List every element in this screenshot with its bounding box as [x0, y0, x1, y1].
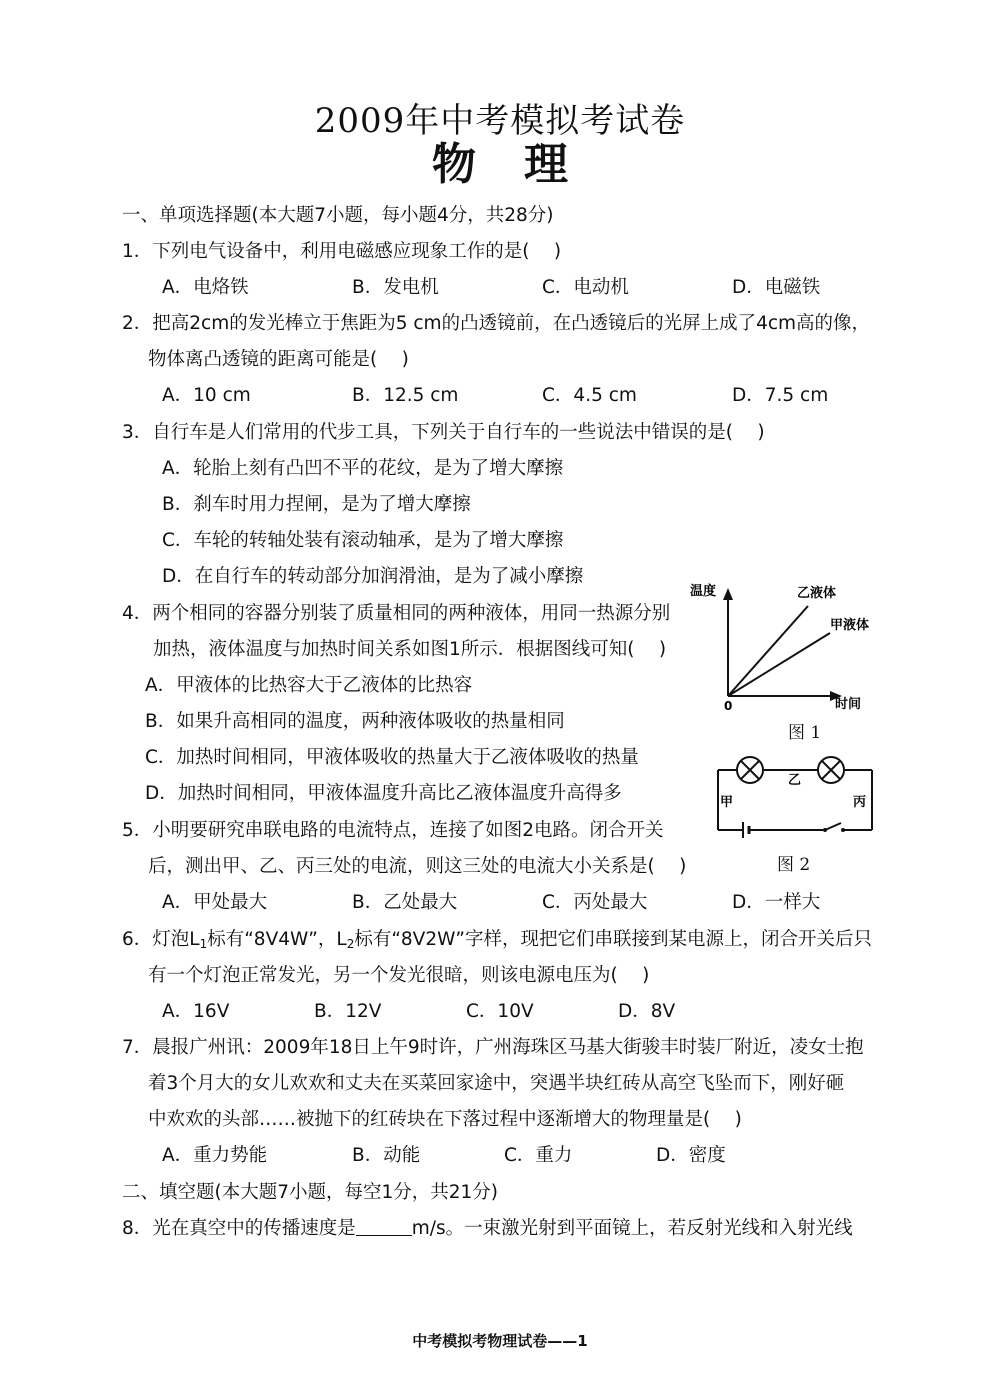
q5-stem-line1: 5．小明要研究串联电路的电流特点，连接了如图2电路。闭合开关 [122, 820, 664, 841]
line-yi [728, 606, 808, 696]
q6-part3: 标有“8V2W”字样，现把它们串联接到某电源上，闭合开关后只 [354, 929, 872, 950]
q4-stem-line2: 加热，液体温度与加热时间关系如图1所示．根据图线可知( ) [153, 639, 667, 660]
q7-stem-line2: 着3个月大的女儿欢欢和丈夫在买菜回家途中，突遇半块红砖从高空飞坠而下，刚好砸 [148, 1073, 845, 1094]
fig1-xlabel: 时间 [835, 697, 862, 712]
q2-option-d: D．7.5 cm [732, 385, 829, 406]
q3-option-a: A．轮胎上刻有凸凹不平的花纹，是为了增大摩擦 [162, 458, 564, 479]
q1-option-d: D．电磁铁 [732, 277, 821, 298]
y-axis-arrow [723, 588, 733, 600]
q8-stem-line1 [122, 1216, 853, 1242]
q6-part1: 6．灯泡L [122, 929, 200, 950]
q3-option-d: D．在自行车的转动部分加润滑油，是为了减小摩擦 [162, 566, 584, 587]
q6-option-a: A．16V [162, 1001, 230, 1022]
q4-option-d: D．加热时间相同，甲液体温度升高比乙液体温度升高得多 [145, 783, 622, 804]
q6-part2: 标有“8V4W”，L [207, 929, 347, 950]
q8-part2: m/s。一束激光射到平面镜上，若反射光线和入射光线 [411, 1218, 853, 1239]
q6-stem-line2: 有一个灯泡正常发光，另一个发光很暗，则该电源电压为( ) [148, 965, 650, 986]
q6-sub2: 2 [346, 937, 355, 951]
fig2-label-jia: 甲 [720, 795, 734, 810]
figure-1-graph [690, 578, 890, 728]
section-2-heading: 二、填空题(本大题7小题，每空1分，共21分) [122, 1182, 499, 1203]
q1-stem: 1．下列电气设备中，利用电磁感应现象工作的是( ) [122, 241, 562, 262]
q7-stem-line1: 7．晨报广州讯：2009年18日上午9时许，广州海珠区马基大街骏丰时装厂附近，凌女士抱 [122, 1037, 864, 1058]
subject-title: 物理 [432, 139, 616, 190]
fig1-ylabel: 温度 [690, 584, 717, 599]
q1-option-b: B．发电机 [352, 277, 439, 298]
q5-option-c: C．丙处最大 [542, 892, 648, 913]
q4-option-b: B．如果升高相同的温度，两种液体吸收的热量相同 [145, 711, 565, 732]
section-1-heading: 一、单项选择题(本大题7小题，每小题4分，共28分) [122, 205, 554, 226]
q7-option-b: B．动能 [352, 1145, 421, 1166]
q6-option-d: D．8V [618, 1001, 676, 1022]
q5-option-b: B．乙处最大 [352, 892, 458, 913]
q6-option-c: C．10V [466, 1001, 534, 1022]
fig2-label-yi: 乙 [788, 773, 802, 788]
q6-option-b: B．12V [314, 1001, 382, 1022]
q5-option-d: D．一样大 [732, 892, 821, 913]
q5-stem-line2: 后，测出甲、乙、丙三处的电流，则这三处的电流大小关系是( ) [148, 856, 687, 877]
line-jia [728, 633, 830, 696]
q8-part1: 8．光在真空中的传播速度是 [122, 1218, 356, 1239]
q2-option-b: B．12.5 cm [352, 385, 459, 406]
fig1-origin: 0 [724, 699, 733, 713]
q4-option-a: A．甲液体的比热容大于乙液体的比热容 [145, 675, 473, 696]
q4-option-c: C．加热时间相同，甲液体吸收的热量大于乙液体吸收的热量 [145, 747, 639, 768]
q2-option-a: A．10 cm [162, 385, 251, 406]
q2-option-c: C．4.5 cm [542, 385, 637, 406]
q3-option-b: B．刹车时用力捏闸，是为了增大摩擦 [162, 494, 471, 515]
q7-option-a: A．重力势能 [162, 1145, 268, 1166]
page-footer: 中考模拟考物理试卷——1 [412, 1332, 588, 1350]
q1-option-a: A．电烙铁 [162, 277, 249, 298]
q1-option-c: C．电动机 [542, 277, 629, 298]
q2-stem-line1: 2．把高2cm的发光棒立于焦距为5 cm的凸透镜前，在凸透镜后的光屏上成了4cm高的像， [122, 313, 871, 334]
q7-option-c: C．重力 [504, 1145, 573, 1166]
q6-sub1: 1 [199, 937, 208, 951]
fig2-label-bing: 丙 [853, 795, 867, 810]
q7-option-d: D．密度 [656, 1145, 726, 1166]
switch-blade [825, 823, 841, 830]
figure-2-circuit [705, 752, 885, 847]
q3-option-c: C．车轮的转轴处装有滚动轴承，是为了增大摩擦 [162, 530, 564, 551]
q5-option-a: A．甲处最大 [162, 892, 268, 913]
figure-2-caption: 图 2 [777, 855, 811, 875]
q7-stem-line3: 中欢欢的头部……被抛下的红砖块在下落过程中逐渐增大的物理量是( ) [148, 1109, 742, 1130]
q4-stem-line1: 4．两个相同的容器分别装了质量相同的两种液体，用同一热源分别 [122, 603, 671, 624]
exam-title: 2009年中考模拟考试卷 [314, 101, 686, 141]
q6-stem-line1 [122, 927, 872, 957]
fig1-label-jia: 甲液体 [830, 618, 870, 633]
fig1-label-yi: 乙液体 [797, 586, 837, 601]
q8-blank [356, 1217, 412, 1236]
q2-stem-line2: 物体离凸透镜的距离可能是( ) [148, 349, 409, 370]
figure-1-caption: 图 1 [788, 723, 822, 743]
q3-stem: 3．自行车是人们常用的代步工具，下列关于自行车的一些说法中错误的是( ) [122, 422, 765, 443]
